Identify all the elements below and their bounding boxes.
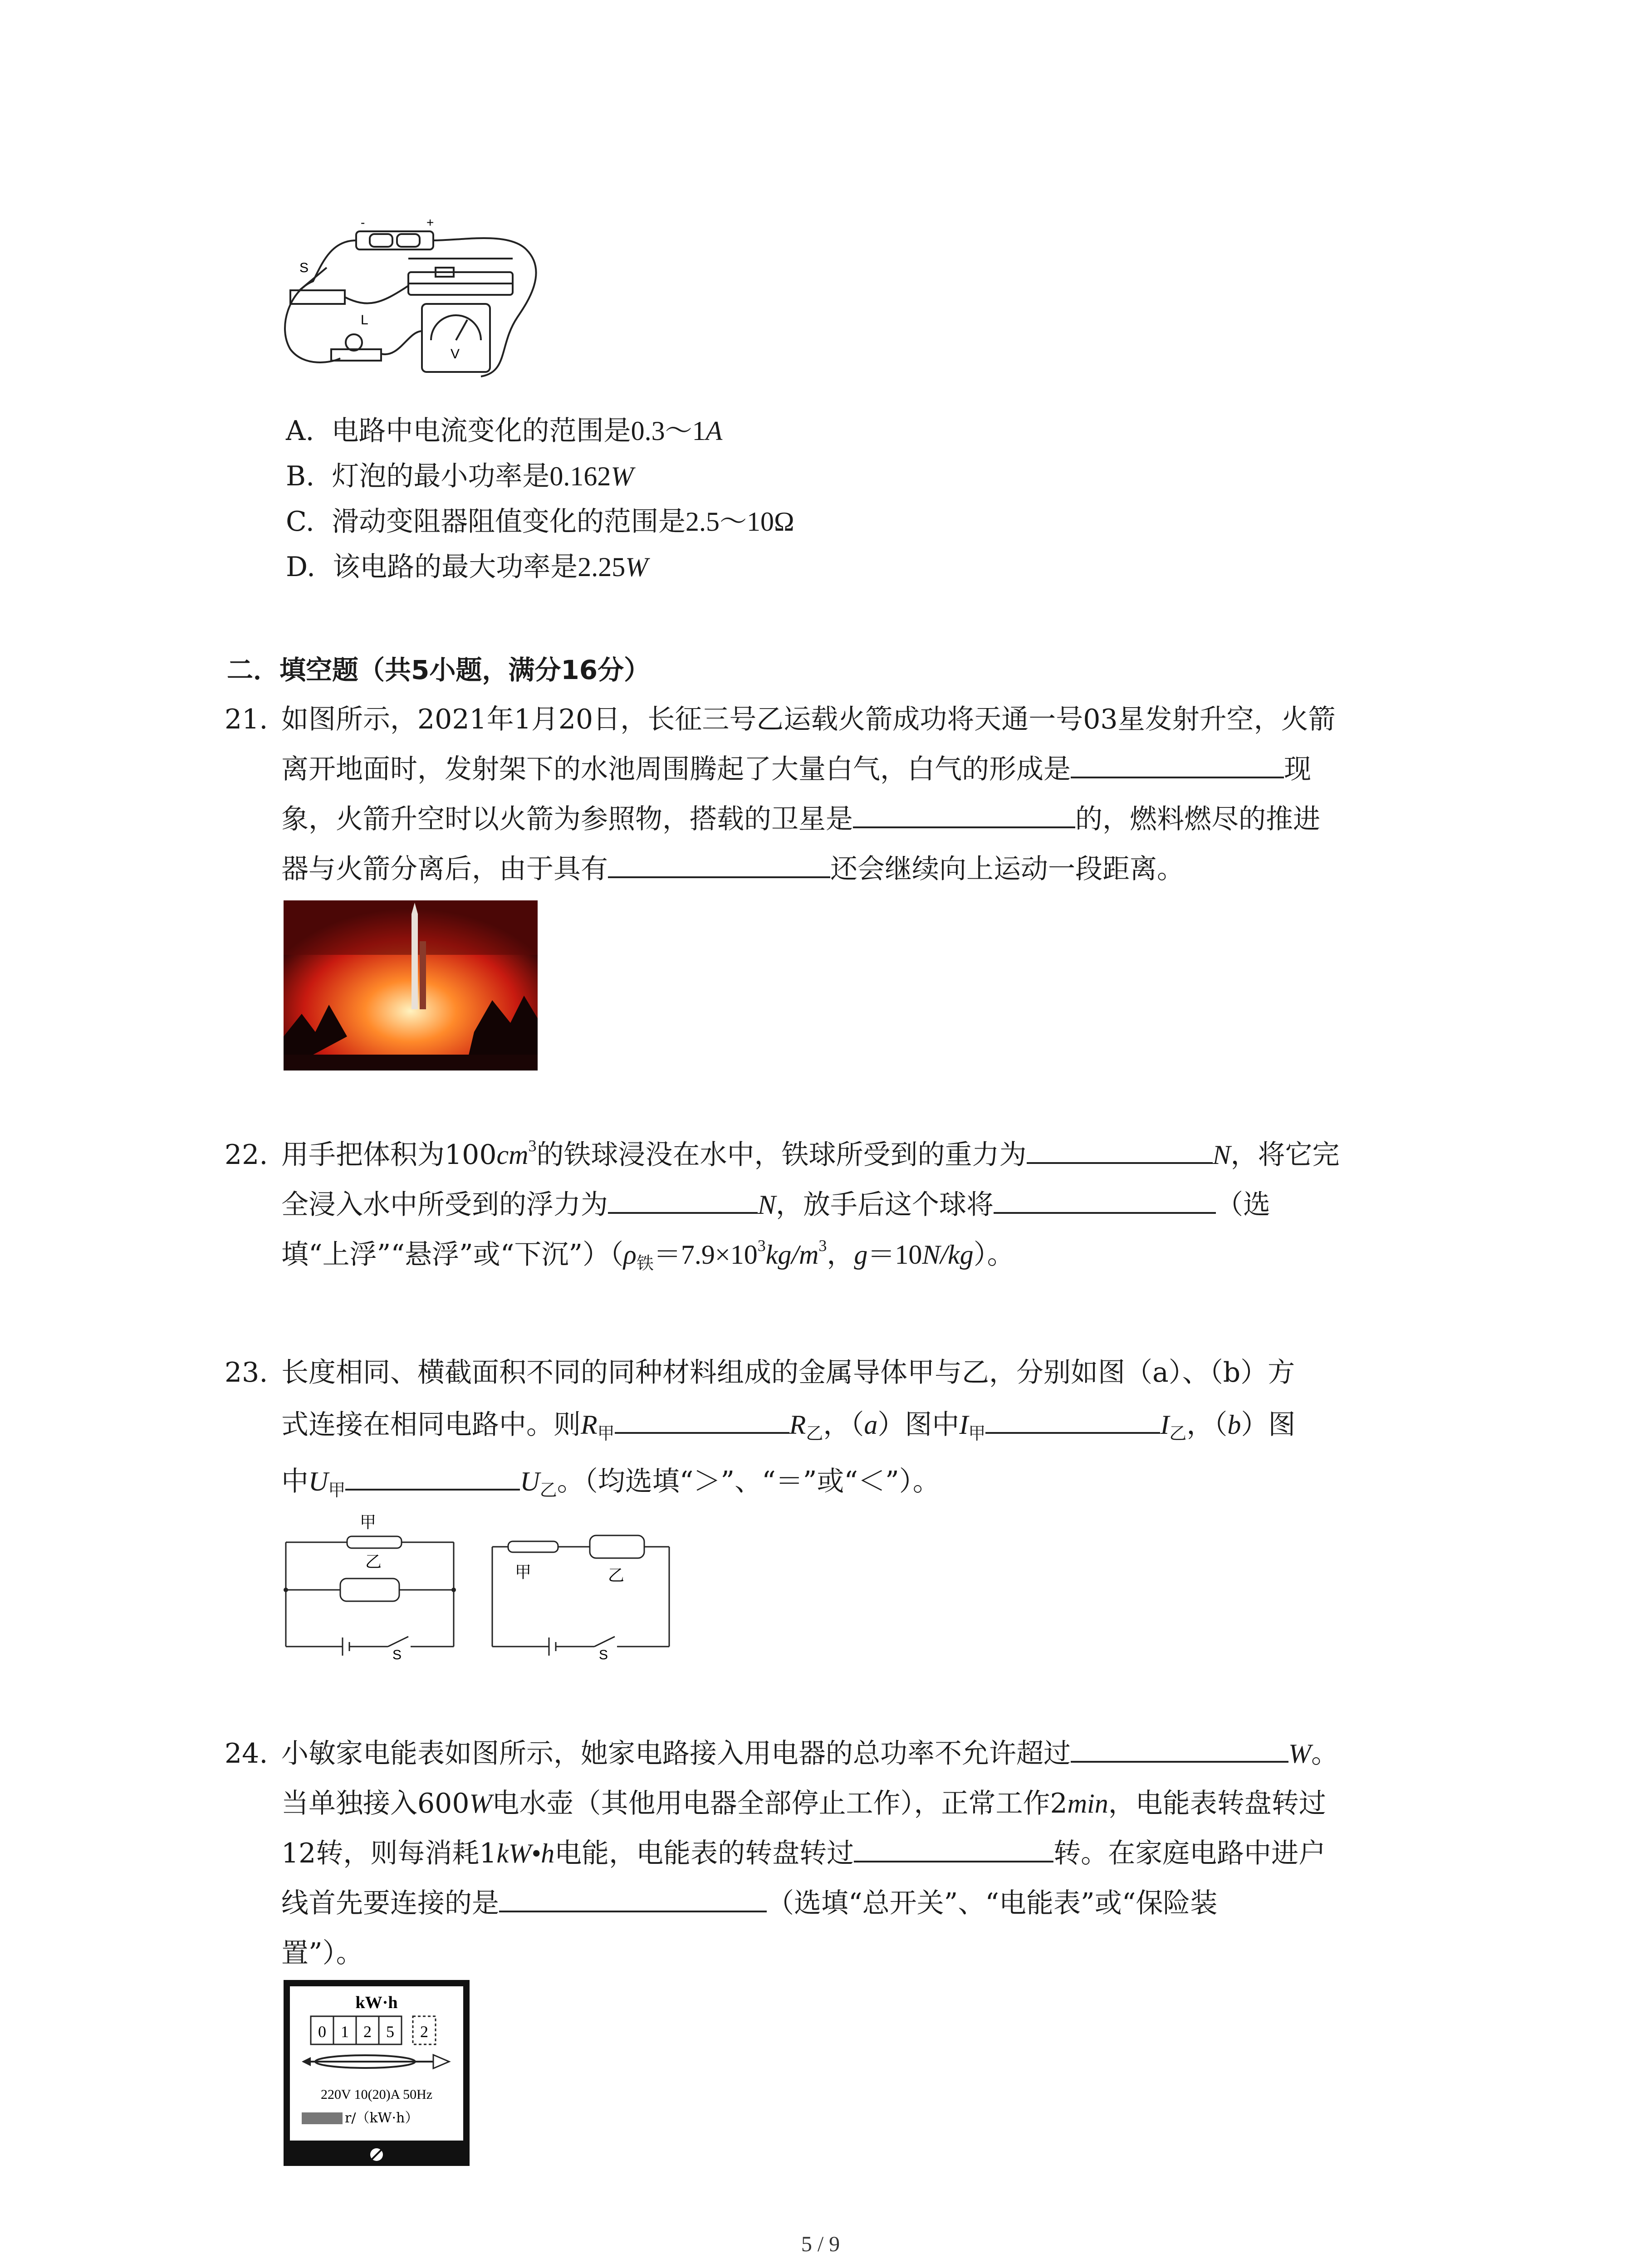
conductor-a-label: 甲 xyxy=(360,1513,377,1532)
q22-line1: 用手把体积为$100cm^3$的铁球浸没在水中，铁球所受到的重力为 N，将它完 xyxy=(281,1129,1340,1180)
switch-label: S xyxy=(599,1647,608,1660)
meter-spec: 220V 10(20)A 50Hz xyxy=(320,2087,433,2102)
electricity-meter-figure xyxy=(284,1980,470,2170)
meter-digit: 2 xyxy=(420,2023,428,2041)
q21-line4: 器与火箭分离后，由于具有 还会继续向上运动一段距离。 xyxy=(281,844,1184,894)
answer-blank[interactable] xyxy=(345,1457,520,1491)
option-d: D. 该电路的最大功率是2.25W xyxy=(286,551,648,583)
q22-line2: 全浸入水中所受到的浮力为 N，放手后这个球将 （选 xyxy=(281,1179,1270,1230)
question-number: 23. xyxy=(225,1357,268,1388)
q21-line2: 离开地面时，发射架下的水池周围腾起了大量白气，白气的形成是 现 xyxy=(281,744,1311,795)
switch-label: S xyxy=(299,260,309,275)
question-number: 22. xyxy=(225,1139,268,1171)
answer-blank[interactable] xyxy=(499,1879,767,1912)
answer-blank[interactable] xyxy=(608,845,830,878)
meter-digit: 2 xyxy=(363,2023,372,2041)
option-c: C. 滑动变阻器阻值变化的范围是2.5～10Ω xyxy=(286,506,794,538)
meter-unit-title: kW·h xyxy=(355,1993,398,2012)
answer-blank[interactable] xyxy=(1027,1130,1213,1164)
battery-minus-label: - xyxy=(361,215,365,230)
section-heading: 二．填空题（共5小题，满分16分） xyxy=(227,655,651,685)
switch-label: S xyxy=(392,1647,402,1660)
answer-blank[interactable] xyxy=(615,1400,789,1434)
q24-line5: 置”）。 xyxy=(281,1937,363,1969)
rocket-launch-photo xyxy=(284,900,538,1070)
page-number: 5 / 9 xyxy=(801,2232,840,2256)
conductor-a-label: 甲 xyxy=(515,1563,532,1582)
q21-line3: 象，火箭升空时以火箭为参照物，搭载的卫星是 的，燃料燃尽的推进 xyxy=(281,794,1320,845)
q23-line2: 式连接在相同电路中。则$R_甲$ $R_乙$，（a）图中$I_甲$ $I_乙$，（b）图 xyxy=(281,1399,1295,1450)
circuit-figure xyxy=(272,213,558,404)
q24-line2: 当单独接入600W电水壶（其他用电器全部停止工作），正常工作2min，电能表转盘转过 xyxy=(281,1788,1326,1819)
q23-line3: 中$U_甲$ $U_乙$。（均选填“＞”、“＝”或“＜”）。 xyxy=(281,1456,940,1507)
conductor-b-label: 乙 xyxy=(608,1566,625,1585)
question-number: 24. xyxy=(225,1738,268,1769)
circuit-diagram-a xyxy=(279,1510,470,1660)
answer-blank[interactable] xyxy=(853,795,1075,828)
answer-blank[interactable] xyxy=(1071,745,1284,778)
q24-line3: 12转，则每消耗1kW•h电能，电能表的转盘转过 转。在家庭电路中进户 xyxy=(281,1828,1326,1879)
voltmeter-label: V xyxy=(451,347,460,362)
meter-digit: 1 xyxy=(341,2023,349,2041)
answer-blank[interactable] xyxy=(1071,1729,1288,1763)
option-a: A. 电路中电流变化的范围是0.3～1A xyxy=(286,415,723,447)
option-b: B. 灯泡的最小功率是0.162W xyxy=(286,460,634,492)
meter-digit: 5 xyxy=(386,2023,394,2041)
meter-rate: r/（kW·h） xyxy=(345,2110,419,2126)
battery-plus-label: + xyxy=(426,215,434,230)
q22-line3: 填“上浮”“悬浮”或“下沉$”)(\rho_铁=7.9\times 10^3kg/m^3$，g＝10N/kg）。 xyxy=(281,1237,1014,1273)
q24-line4: 线首先要连接的是 （选填“总开关”、“电能表”或“保险装 xyxy=(281,1878,1217,1929)
answer-blank[interactable] xyxy=(608,1180,758,1214)
q23-line1: 长度相同、横截面积不同的同种材料组成的金属导体甲与乙，分别如图（a）、（b）方 xyxy=(281,1357,1295,1388)
question-number: 21. xyxy=(225,704,268,735)
answer-blank[interactable] xyxy=(985,1400,1160,1434)
conductor-b-label: 乙 xyxy=(365,1553,382,1571)
q24-line1: 小敏家电能表如图所示，她家电路接入用电器的总功率不允许超过 W。 xyxy=(281,1728,1338,1779)
circuit-diagram-b xyxy=(485,1524,676,1660)
answer-blank[interactable] xyxy=(854,1829,1053,1862)
lamp-label: L xyxy=(361,313,368,327)
answer-blank[interactable] xyxy=(994,1180,1216,1214)
meter-digit: 0 xyxy=(318,2023,326,2041)
q21-line1: 如图所示，2021年1月20日，长征三号乙运载火箭成功将天通一号03星发射升空，火箭 xyxy=(281,704,1336,735)
